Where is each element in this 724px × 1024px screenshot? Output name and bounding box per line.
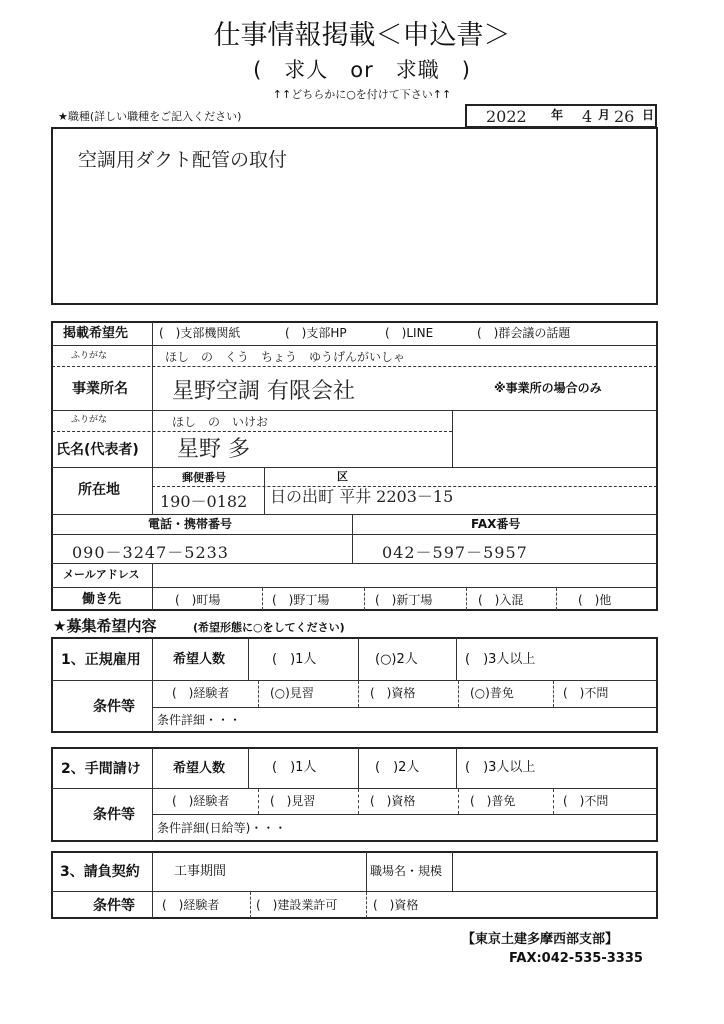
circle-instruction: ↑↑どちらかに○を付けて下さい↑↑: [272, 88, 452, 101]
workplace-label: 働き先: [82, 592, 122, 607]
workplace-option-shinchoba[interactable]: ( )新丁場: [375, 593, 433, 607]
company-note: ※事業所の場合のみ: [494, 381, 602, 395]
footer-org: 【東京土建多摩西部支部】: [462, 932, 619, 947]
section1-cond-qualification[interactable]: ( )資格: [370, 686, 416, 700]
footer-fax: FAX:042-535-3335: [509, 951, 643, 966]
publish-option-newsletter[interactable]: ( )支部機関紙: [159, 326, 241, 340]
email-field[interactable]: [155, 566, 655, 585]
postal-code[interactable]: 190－0182: [160, 492, 248, 511]
section2-count-2[interactable]: ( )2人: [375, 760, 420, 775]
job-type-label: ★職種(詳しい職種をご記入ください): [58, 110, 242, 123]
section1-count-3plus[interactable]: ( )3人以上: [465, 652, 536, 667]
section1-detail[interactable]: 条件詳細・・・: [157, 713, 242, 727]
recruit-heading-note: (希望形態に○をしてください): [193, 621, 345, 634]
date-year-unit: 年: [551, 108, 564, 122]
section3-cond-experienced[interactable]: ( )経験者: [162, 898, 220, 912]
fax-number[interactable]: 042－597－5957: [382, 543, 528, 562]
section2-count-1[interactable]: ( )1人: [272, 760, 317, 775]
date-month[interactable]: 4: [582, 107, 593, 126]
section3-period-label: 工事期間: [174, 864, 227, 879]
section2-cond-qualification[interactable]: ( )資格: [370, 794, 416, 808]
recruit-heading: ★募集希望内容: [53, 617, 157, 635]
form-title: 仕事情報掲載＜申込書＞: [213, 20, 511, 51]
publish-option-meeting[interactable]: ( )群会議の話題: [477, 326, 571, 340]
rep-name[interactable]: 星野 多: [177, 437, 250, 462]
publish-option-hp[interactable]: ( )支部HP: [285, 326, 347, 340]
section2-label: 2、手間請け: [61, 761, 141, 777]
section3-cond-construction-permit[interactable]: ( )建設業許可: [256, 898, 338, 912]
section3-cond-label: 条件等: [93, 898, 135, 914]
section2-cond-label: 条件等: [93, 807, 135, 823]
section2-cond-license[interactable]: ( )普免: [470, 794, 516, 808]
section-regular-employment: [51, 637, 658, 733]
address-label: 所在地: [78, 482, 120, 498]
section3-label: 3、請負契約: [60, 864, 140, 880]
workplace-option-nochoba[interactable]: ( )野丁場: [272, 593, 330, 607]
email-label: メールアドレス: [63, 568, 140, 581]
section1-count-1[interactable]: ( )1人: [272, 652, 317, 667]
rep-furigana-label: ふりがな: [71, 415, 108, 425]
address-text[interactable]: 日の出町 平井 2203－15: [270, 487, 454, 506]
company-furigana[interactable]: ほし の くう ちょう ゆうげんがいしゃ: [165, 350, 406, 364]
publish-label: 掲載希望先: [63, 326, 129, 341]
section1-cond-experienced[interactable]: ( )経験者: [172, 686, 230, 700]
phone-label: 電話・携帯番号: [148, 517, 233, 531]
section1-count-2[interactable]: (○)2人: [375, 652, 418, 667]
workplace-option-machiba[interactable]: ( )町場: [175, 593, 221, 607]
rep-furigana[interactable]: ほし の いけお: [172, 415, 269, 429]
date-day-unit: 日: [642, 108, 655, 122]
company-furigana-label: ふりがな: [71, 351, 108, 361]
section1-cond-license[interactable]: (○)普免: [470, 686, 514, 700]
fax-label: FAX番号: [471, 517, 521, 531]
workplace-option-other[interactable]: ( )他: [578, 593, 612, 607]
section1-label: 1、正規雇用: [61, 652, 141, 668]
section1-count-label: 希望人数: [173, 652, 226, 667]
date-month-unit: 月: [598, 108, 611, 122]
form-subtitle: ( 求人 or 求職 ): [253, 58, 471, 82]
section3-site-label: 職場名・規模: [370, 864, 443, 878]
company-label: 事業所名: [72, 381, 128, 397]
ward-label: 区: [337, 470, 348, 483]
section2-detail[interactable]: 条件詳細(日給等)・・・: [157, 821, 287, 835]
postal-label: 郵便番号: [182, 471, 226, 484]
section1-cond-apprentice[interactable]: (○)見習: [270, 686, 314, 700]
job-description[interactable]: 空調用ダクト配管の取付: [78, 149, 288, 171]
rep-label: 氏名(代表者): [56, 442, 139, 458]
company-name[interactable]: 星野空調 有限会社: [172, 379, 355, 404]
section2-count-label: 希望人数: [173, 761, 226, 776]
date-year[interactable]: 2022: [486, 107, 527, 126]
workplace-option-irikon[interactable]: ( )入混: [478, 593, 524, 607]
section-contract: [51, 851, 658, 919]
section2-cond-any[interactable]: ( )不問: [563, 794, 609, 808]
phone-number[interactable]: 090－3247－5233: [72, 543, 229, 562]
section2-cond-apprentice[interactable]: ( )見習: [270, 794, 316, 808]
section2-cond-experienced[interactable]: ( )経験者: [172, 794, 230, 808]
section2-count-3plus[interactable]: ( )3人以上: [465, 760, 536, 775]
publish-option-line[interactable]: ( )LINE: [385, 326, 434, 340]
section1-cond-any[interactable]: ( )不問: [563, 686, 609, 700]
section3-cond-qualification[interactable]: ( )資格: [373, 898, 419, 912]
section1-cond-label: 条件等: [93, 699, 135, 715]
date-day[interactable]: 26: [614, 107, 635, 126]
